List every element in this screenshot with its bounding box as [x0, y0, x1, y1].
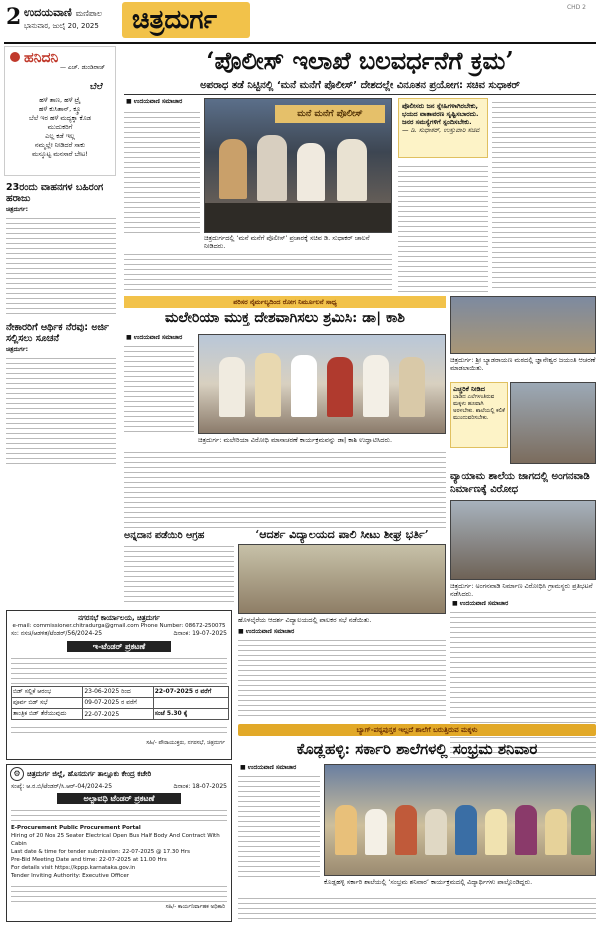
bottom-headline: ಕೊಡ್ಲಹಳ್ಳಿ: ಸರ್ಕಾರಿ ಶಾಲೆಗಳಲ್ಲಿ ಸಂಭ್ರಮ ಶನಿವಾರ: [296, 740, 538, 758]
lead-subhead: ಅಪರಾಧ ತಡೆ ನಿಟ್ಟಿನಲ್ಲಿ ‘ಮನೆ ಮನೆಗೆ ಪೊಲೀಸ್’ ದೇಶದಲ್ಲೇ ವಿನೂತನ ಪ್ರಯೋಗ: ಸಚಿವ ಸುಧಾಕರ್: [200, 80, 520, 91]
tender2-title: ಅಲ್ಪಾವಧಿ ಟೆಂಡರ್ ಪ್ರಕಟಣೆ: [57, 793, 181, 804]
highlight-box: [398, 98, 488, 158]
tender1-signature: ಸಹಿ/- ಪೌರಾಯುಕ್ತರು, ನಗರಸಭೆ, ಚಿತ್ರದುರ್ಗ: [146, 740, 225, 746]
paper-title: ಉದಯವಾಣಿ: [24, 6, 72, 19]
poem-line: ಮಸ್ಕೂಟ್ಟ ಮನಸಾರೆ ಬೇಟ!: [32, 150, 88, 158]
person-figure: [297, 143, 325, 201]
right-photo-caption: ಚಿತ್ರದುರ್ಗ: ಶ್ರೀ ಬ್ಯಾಡರಾಯಣ ಮಠದಲ್ಲಿ ಜ್ಞಾನೇಶ್ವರ ಜಯಂತಿ ಆಚರಣೆ ಮಾಡಲಾಯಿತು.: [450, 356, 596, 372]
malaria-photo: [198, 334, 446, 434]
poem-line: ಹಳೆ ತಾಣ, ಹಳೆ ಟ್ರೈ: [39, 96, 81, 104]
cell: 23-06-2025 ರಿಂದ: [83, 687, 153, 698]
bottom-text-col: [238, 772, 320, 878]
student-figure: [571, 805, 591, 855]
adarsha-photo: [238, 544, 446, 614]
masthead-rule: [4, 42, 596, 44]
tender1-contact: e-mail: commissioner.chitradurga@gmail.com Phone Number: 08672-250075: [12, 623, 226, 629]
story1-headline: 23ರಂದು ವಾಹನಗಳ ಬಹಿರಂಗ ಹರಾಜು: [6, 182, 104, 204]
right-quote: ಬಾಡಿದ ಎಲೆಗಳಂತಿರುವ ಮಕ್ಕಳು ಹೂವಾಗಿ ಅರಳಬೇಕು. ಶಾಲೆಯಲ್ಲಿ ಕಲಿಕೆ ಮುಂದುವರಿಸಬೇಕು.: [453, 394, 505, 421]
tender2-signature: ಸಹಿ/- ಕಾರ್ಯನಿರ್ವಾಹಕ ಅಧಿಕಾರಿ: [165, 904, 225, 910]
tender2-line: E-Procurement Public Procurement Portal: [11, 825, 141, 831]
person-figure: [399, 357, 425, 417]
drop-icon: [10, 52, 20, 62]
person-figure: [257, 135, 287, 201]
crowd-photo: [510, 382, 596, 464]
poem-title: ಬೆಲೆ: [90, 82, 103, 92]
bottom-text-bottom: [238, 894, 596, 922]
hani-dani-title: ಹನಿದನಿ: [24, 50, 59, 66]
student-figure: [485, 809, 507, 855]
anna-text: [124, 542, 234, 604]
adarsha-headline: ‘ಆದರ್ಶ ವಿದ್ಯಾಲಯದ ಪಾಲಿ ಸೀಟು ಶೀಘ್ರ ಭರ್ತಿ’: [255, 528, 429, 541]
cell: 09-07-2025 ರ ವರೆಗೆ: [83, 698, 153, 709]
tender2-footer-text: [11, 882, 227, 902]
malaria-caption: ಚಿತ್ರದುರ್ಗ: ಮಲೇರಿಯಾ ವಿರೋಧಿ ಮಾಸಾಚರಣೆ ಕಾರ್ಯಕ್ರಮವನ್ನು ಡಾ| ಕಾಶಿ ಉದ್ಘಾಟಿಸಿದರು.: [198, 436, 393, 444]
lead-photo-caption: ಚಿತ್ರದುರ್ಗದಲ್ಲಿ ‘ಮನೆ ಮನೆಗೆ ಪೊಲೀಸ್’ ಪ್ರಚಾರಕ್ಕೆ ಸಚಿವ ಡಿ. ಸುಧಾಕರ್ ಚಾಲನೆ ನೀಡಿದರು.: [204, 234, 370, 250]
cell: 22-07-2025 ರ ವರೆಗೆ: [153, 687, 228, 698]
student-figure: [395, 805, 417, 855]
poem-line: ಎಲ್ಲ ಕಡೆ ಇಲ್ಲ: [45, 132, 75, 140]
tender1-ref-row: [7, 629, 231, 639]
student-figure: [335, 805, 357, 855]
story2-text: [6, 354, 116, 464]
person-figure: [363, 355, 389, 417]
photo-banner: ಮನೆ ಮನೆಗೆ ಪೊಲೀಸ್: [275, 105, 385, 123]
tender1-org: ನಗರಸಭೆ ಕಾರ್ಯಾಲಯ, ಚಿತ್ರದುರ್ಗ: [78, 614, 160, 622]
tender2-line: Hiring of 20 Nos 25 Seater Electrical Open Bus Half Body And Contract With Cabin: [11, 833, 220, 847]
vyayama-byline: ■ ಉದಯವಾಣಿ ಸಮಾಚಾರ: [452, 600, 509, 607]
lead-headline: ‘ಪೊಲೀಸ್ ಇಲಾಖೆ ಬಲವರ್ಧನೆಗೆ ಕ್ರಮ’: [206, 46, 514, 75]
story2-headline: ನೇಕಾರರಿಗೆ ಆರ್ಥಿಕ ನೆರವು: ಅರ್ಜಿ ಸಲ್ಲಿಸಲು ಸೂಚನೆ: [6, 322, 109, 344]
lead-text-col: [124, 108, 200, 233]
person-figure: [219, 139, 247, 199]
tender2-ref-row: [7, 783, 231, 791]
protest-photo: [450, 500, 596, 580]
paper-edition: ಮಣಿಪಾಲ: [75, 9, 103, 18]
tender2-ref: ಸಂಖ್ಯೆ: ಆ.ರ.ಬಿ/ಟೆಂಡರ್/ಸಿ.ಆರ್-04/2024-25: [11, 783, 113, 790]
section-title: ಚಿತ್ರದುರ್ಗ: [122, 2, 250, 38]
lead-photo: [204, 98, 392, 233]
bottom-byline: ■ ಉದಯವಾಣಿ ಸಮಾಚಾರ: [240, 764, 297, 771]
school-photo: [324, 764, 596, 876]
lead-text-bottom: [124, 250, 392, 292]
hani-dani-byline: — ಎಚ್. ಡುಂಡಿರಾಜ್: [60, 64, 106, 71]
tender2-header: [7, 765, 231, 783]
right-photo: [450, 296, 596, 354]
tender1-title: ಇ-ಟೆಂಡರ್ ಪ್ರಕಟಣೆ: [67, 641, 171, 652]
person-figure: [255, 353, 281, 417]
tender1-body: [11, 654, 227, 684]
poem-line: ಮುದುಕರಿಗೆ: [47, 123, 73, 131]
student-figure: [425, 809, 447, 855]
emblem-icon: ⚙: [10, 767, 24, 781]
person-figure: [219, 357, 245, 417]
divider: [124, 94, 596, 95]
adarsha-caption: ಹೊಳಲ್ಕೆರೆಯ ಆದರ್ಶ ವಿದ್ಯಾಲಯದಲ್ಲಿ ಪಾಲಕರ ಸಭೆ ನಡೆಯಿತು.: [238, 616, 372, 624]
person-figure: [337, 139, 367, 201]
right-quote-box: [450, 382, 508, 448]
date-line: ಭಾನುವಾರ, ಜುಲೈ 20, 2025: [24, 22, 99, 30]
story2-byline: ಚಿತ್ರದುರ್ಗ:: [6, 346, 29, 353]
mid-caption: ಚಿತ್ರದುರ್ಗ: ಅಂಗನವಾಡಿ ನಿರ್ಮಾಣ ವಿರೋಧಿಸಿ ಗ್ರಾಮಸ್ಥರು ಪ್ರತಿಭಟನೆ ನಡೆಸಿದರು.: [450, 582, 593, 598]
tender-notice-1: [6, 610, 232, 760]
adarsha-text: [238, 636, 446, 720]
adarsha-byline: ■ ಉದಯವಾಣಿ ಸಮಾಚಾರ: [238, 628, 295, 635]
tender1-footer-text: [11, 723, 227, 737]
poem-line: ಬೆಲೆ ಇರ ಹಳೆ ಮದ್ಯಕ್ಕಾ ಕೊಡ: [29, 114, 91, 122]
cell: ಸಂಜೆ 5.30 ಕ್ಕೆ: [153, 709, 228, 720]
malaria-text-col: [124, 342, 194, 434]
anna-headline: ಅನ್ನದಾನ ಪಡೆಯಿರಿ ಆಗ್ರಹ: [124, 530, 205, 541]
cell: [153, 698, 228, 709]
vyayama-headline: ವ್ಯಾಯಾಮ ಶಾಲೆಯ ಜಾಗದಲ್ಲಿ ಅಂಗನವಾಡಿ ನಿರ್ಮಾಣಕ್ಕೆ ವಿರೋಧ: [450, 471, 590, 495]
tender-notice-2: [6, 764, 232, 922]
cell: 22-07-2025: [83, 709, 153, 720]
tender2-line: Tender Inviting Authority: Executive Officer: [11, 873, 129, 879]
tender2-line: For details visit https://kppp.karnataka.gov.in: [11, 865, 136, 871]
story1-byline: ಚಿತ್ರದುರ್ಗ:: [6, 206, 29, 213]
person-figure: [291, 355, 317, 417]
tender1-table: [11, 686, 229, 720]
malaria-kicker-bar: [124, 296, 446, 308]
person-figure: [327, 357, 353, 417]
poem-line: ಹಳೆ ಕುಸಿತಾನ್, ಕ್ಕ್ರೂ: [38, 105, 82, 113]
story1-text: [6, 214, 116, 318]
student-figure: [365, 809, 387, 855]
malaria-kicker: ಪರಿಸರ ನೈರ್ಮಲ್ಯದಿಂದ ರೋಗ ನಿರ್ಮೂಲನೆ ಸಾಧ್ಯ: [233, 298, 337, 306]
tender2-org: ಚಿತ್ರದುರ್ಗ ಜಿಲ್ಲೆ, ಹೊಸದುರ್ಗ ತಾಲ್ಲೂಕು ಕೇಂದ್ರ ಕಚೇರಿ: [27, 769, 152, 778]
lead-text-col: [492, 98, 596, 292]
highlight-text: ಪೊಲೀಸರು ಜನ ಸ್ನೇಹಿಗಳಾಗಿರಬೇಕು, ಭಯದ ವಾತಾವರಣ ಸೃಷ್ಟಿಸಬಾರದು. ಜನರ ಸಮಸ್ಯೆಗಳಿಗೆ ಸ್ಪಂದಿಸಬೇಕು.: [402, 102, 479, 126]
cell: ಪೂರ್ವ ಬಿಡ್ ಸಭೆ: [12, 698, 83, 709]
table-row: [12, 709, 229, 720]
lead-byline: ■ ಉದಯವಾಣಿ ಸಮಾಚಾರ: [126, 98, 183, 105]
paper-name: [24, 6, 102, 20]
student-figure: [545, 809, 567, 855]
poem-line: ನಮ್ಮಲ್ಲೇ ನೀಡಿದರೆ ಸಾಕು: [34, 141, 86, 149]
table-row: [12, 698, 229, 709]
tender2-english: [7, 824, 231, 880]
tender1-date: ದಿನಾಂಕ: 19-07-2025: [173, 630, 227, 637]
tender2-body: [11, 806, 227, 822]
tender2-line: Last date & time for tender submission: 22-07-2025 @ 17.30 Hrs: [11, 849, 190, 855]
cell: ತಾಂತ್ರಿಕ ಬಿಡ್ ತೆರೆಯುವುದು: [12, 709, 83, 720]
podium: [205, 203, 392, 233]
malaria-byline: ■ ಉದಯವಾಣಿ ಸಮಾಚಾರ: [126, 334, 183, 341]
table-row: [12, 687, 229, 698]
tender1-ref: ಸಂ: ನಸಚಿ/ಆಡಳಿತ/ಟೆಂಡರ್/56/2024-25: [11, 630, 103, 637]
tender2-line: Pre-Bid Meeting Date and time: 22-07-2025 at 11.00 Hrs: [11, 857, 167, 863]
corner-id: CHD 2: [566, 4, 586, 11]
highlight-credit: — ಡಿ. ಸುಧಾಕರ್, ಉಸ್ತುವಾರಿ ಸಚಿವ: [402, 126, 480, 134]
lead-text-col: [398, 162, 488, 292]
bottom-kicker: ಬ್ಯಾಗ್-ಪಠ್ಯಪುಸ್ತಕ ಇಲ್ಲದೆ ಶಾಲೆಗೆ ಬರುತ್ತಿರುವ ಮಕ್ಕಳು: [238, 724, 596, 736]
student-figure: [455, 805, 477, 855]
malaria-headline: ಮಲೇರಿಯಾ ಮುಕ್ತ ದೇಶವಾಗಿಸಲು ಶ್ರಮಿಸಿ: ಡಾ| ಕಾಶಿ: [165, 310, 405, 326]
tender2-date: ದಿನಾಂಕ: 18-07-2025: [173, 783, 227, 790]
cell: ಬಿಡ್ ಸಲ್ಲಿಕೆ ಆರಂಭ: [12, 687, 83, 698]
student-figure: [515, 805, 537, 855]
malaria-text-bottom: [124, 448, 446, 528]
school-photo-caption: ಕೊಡ್ಲಹಳ್ಳಿ ಸರ್ಕಾರಿ ಶಾಲೆಯಲ್ಲಿ ‘ಸಂಭ್ರಮ ಶನಿವಾರ’ ಕಾರ್ಯಕ್ರಮದಲ್ಲಿ ವಿದ್ಯಾರ್ಥಿಗಳು ಪಾಲ್ಗೊಂಡಿದ್ದರು.: [324, 878, 533, 886]
right-kicker: ಎಚ್ಚರಿಕೆ ನೀಡಿದ: [453, 385, 485, 393]
page-number: 2: [6, 4, 22, 30]
